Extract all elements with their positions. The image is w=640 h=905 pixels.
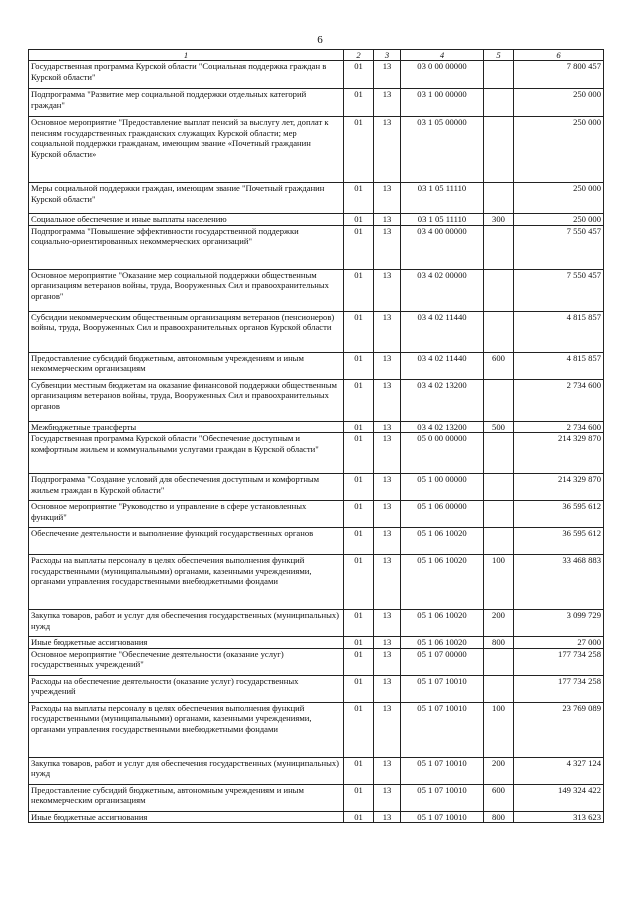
cell-c6: 250 000 [514,89,604,117]
cell-name: Закупка товаров, работ и услуг для обеспечения государственных (муниципальных) нужд [29,610,344,637]
cell-c3: 13 [374,214,401,226]
cell-c2: 01 [344,501,374,528]
table-row [29,501,604,528]
cell-c6: 214 329 870 [514,474,604,501]
cell-name: Субвенции местным бюджетам на оказание финансовой поддержки общественным организациям ветеранов войны, труда, Вооруженных Сил и правоохранительных органов [29,379,344,421]
cell-c5 [484,183,514,214]
cell-name: Обеспечение деятельности и выполнение функций государственных органов [29,528,344,555]
cell-name: Расходы на выплаты персоналу в целях обеспечения выполнения функций государственными (муниципальными) органами, казенными учреждениями, органами управления государственными внебюджетными фондами [29,555,344,610]
cell-c2: 01 [344,555,374,610]
cell-c5: 500 [484,421,514,433]
cell-c3: 13 [374,555,401,610]
cell-c5: 800 [484,637,514,649]
cell-c4: 05 1 07 10010 [401,675,484,702]
cell-name: Основное мероприятие "Предоставление выплат пенсий за выслугу лет, доплат к пенсиям государственных гражданских служащих Курской области; мер социальной поддержки гражданам, имеющим звание «Почетный гражданин Курской области» [29,117,344,183]
cell-c4: 05 1 06 10020 [401,528,484,555]
table-row [29,811,604,823]
cell-c3: 13 [374,610,401,637]
cell-c5 [484,433,514,474]
table-row [29,610,604,637]
table-row [29,784,604,811]
table-row [29,183,604,214]
cell-c6: 177 734 258 [514,675,604,702]
cell-name: Подпрограмма "Повышение эффективности государственной поддержки социально-ориентированных некоммерческих организаций" [29,225,344,269]
cell-c6: 2 734 600 [514,379,604,421]
cell-c4: 03 1 05 11110 [401,183,484,214]
cell-c2: 01 [344,89,374,117]
cell-c6: 36 595 612 [514,501,604,528]
cell-c6: 4 327 124 [514,757,604,784]
cell-c3: 13 [374,528,401,555]
cell-c4: 03 1 05 11110 [401,214,484,226]
budget-table [28,49,604,823]
cell-c2: 01 [344,225,374,269]
cell-c2: 01 [344,811,374,823]
cell-c4: 05 1 07 10010 [401,784,484,811]
header-col-2: 2 [344,50,374,61]
cell-c4: 03 4 02 13200 [401,421,484,433]
cell-c3: 13 [374,784,401,811]
table-row [29,379,604,421]
cell-c5 [484,117,514,183]
header-col-3: 3 [374,50,401,61]
header-row [29,50,604,61]
cell-c4: 05 1 00 00000 [401,474,484,501]
cell-name: Иные бюджетные ассигнования [29,637,344,649]
cell-c3: 13 [374,311,401,352]
cell-c4: 03 1 05 00000 [401,117,484,183]
cell-c3: 13 [374,675,401,702]
cell-c5: 300 [484,214,514,226]
cell-c6: 214 329 870 [514,433,604,474]
table-row [29,421,604,433]
cell-name: Предоставление субсидий бюджетным, автономным учреждениям и иным некоммерческим организациям [29,784,344,811]
cell-c3: 13 [374,61,401,89]
cell-c3: 13 [374,269,401,311]
header-col-4: 4 [401,50,484,61]
cell-c4: 03 4 02 11440 [401,311,484,352]
cell-name: Государственная программа Курской области "Социальная поддержка граждан в Курской области" [29,61,344,89]
table-row [29,61,604,89]
cell-c4: 05 0 00 00000 [401,433,484,474]
cell-c3: 13 [374,117,401,183]
cell-name: Основное мероприятие "Обеспечение деятельности (оказание услуг) государственных учреждений" [29,648,344,675]
table-row [29,675,604,702]
cell-c2: 01 [344,637,374,649]
cell-c5 [484,269,514,311]
cell-name: Социальное обеспечение и иные выплаты населению [29,214,344,226]
cell-c5: 100 [484,702,514,757]
cell-name: Государственная программа Курской области "Обеспечение доступным и комфортным жильем и коммунальными услугами граждан в Курской области" [29,433,344,474]
cell-c3: 13 [374,433,401,474]
cell-c5: 600 [484,352,514,379]
table-row [29,528,604,555]
cell-name: Подпрограмма "Развитие мер социальной поддержки отдельных категорий граждан" [29,89,344,117]
cell-name: Основное мероприятие "Оказание мер социальной поддержки общественным организациям ветеранов войны, труда, Вооруженных Сил и правоохранительных органов" [29,269,344,311]
cell-name: Расходы на выплаты персоналу в целях обеспечения выполнения функций государственными (муниципальными) органами, казенными учреждениями, органами управления государственными внебюджетными фондами [29,702,344,757]
cell-c3: 13 [374,702,401,757]
cell-c5 [484,89,514,117]
cell-c5 [484,648,514,675]
cell-c4: 03 0 00 00000 [401,61,484,89]
cell-c4: 05 1 06 10020 [401,610,484,637]
cell-c4: 03 4 00 00000 [401,225,484,269]
cell-c3: 13 [374,757,401,784]
cell-c6: 23 769 089 [514,702,604,757]
cell-c6: 3 099 729 [514,610,604,637]
cell-c3: 13 [374,183,401,214]
cell-c5: 600 [484,784,514,811]
cell-c3: 13 [374,89,401,117]
cell-c3: 13 [374,648,401,675]
cell-c2: 01 [344,648,374,675]
table-row [29,702,604,757]
cell-c5: 200 [484,757,514,784]
cell-c5 [484,61,514,89]
table-row [29,474,604,501]
cell-c4: 03 4 02 13200 [401,379,484,421]
cell-c3: 13 [374,501,401,528]
cell-c5 [484,474,514,501]
cell-c2: 01 [344,784,374,811]
header-col-6: 6 [514,50,604,61]
cell-c6: 250 000 [514,183,604,214]
cell-c2: 01 [344,352,374,379]
cell-c5: 200 [484,610,514,637]
page-number: 6 [317,34,323,46]
cell-c2: 01 [344,61,374,89]
cell-c4: 05 1 07 10010 [401,702,484,757]
cell-name: Подпрограмма "Создание условий для обеспечения доступным и комфортным жильем граждан в Курской области" [29,474,344,501]
cell-c4: 03 4 02 11440 [401,352,484,379]
cell-c3: 13 [374,352,401,379]
cell-c2: 01 [344,610,374,637]
table-row [29,637,604,649]
cell-c6: 33 468 883 [514,555,604,610]
cell-c5 [484,225,514,269]
cell-c4: 05 1 07 00000 [401,648,484,675]
cell-c2: 01 [344,379,374,421]
header-col-1: 1 [29,50,344,61]
cell-c6: 177 734 258 [514,648,604,675]
cell-name: Расходы на обеспечение деятельности (оказание услуг) государственных учреждений [29,675,344,702]
header-col-5: 5 [484,50,514,61]
table-row [29,214,604,226]
cell-c6: 36 595 612 [514,528,604,555]
cell-c4: 05 1 06 10020 [401,555,484,610]
cell-name: Меры социальной поддержки граждан, имеющим звание "Почетный гражданин Курской области" [29,183,344,214]
cell-c4: 05 1 07 10010 [401,757,484,784]
cell-name: Межбюджетные трансферты [29,421,344,433]
cell-c2: 01 [344,269,374,311]
table-row [29,225,604,269]
cell-c5 [484,379,514,421]
cell-name: Субсидии некоммерческим общественным организациям ветеранов (пенсионеров) войны, труда, Вооруженных Сил и правоохранительных органов Курской области [29,311,344,352]
cell-c2: 01 [344,474,374,501]
cell-c2: 01 [344,528,374,555]
table-row [29,757,604,784]
cell-c6: 27 000 [514,637,604,649]
table-row [29,89,604,117]
table-row [29,117,604,183]
cell-c4: 05 1 06 00000 [401,501,484,528]
cell-c2: 01 [344,311,374,352]
table-row [29,269,604,311]
table-body [29,61,604,823]
cell-c2: 01 [344,702,374,757]
cell-c2: 01 [344,214,374,226]
cell-c4: 05 1 07 10010 [401,811,484,823]
cell-c2: 01 [344,183,374,214]
cell-c5: 800 [484,811,514,823]
cell-c4: 03 4 02 00000 [401,269,484,311]
cell-c5 [484,528,514,555]
cell-c3: 13 [374,811,401,823]
cell-name: Закупка товаров, работ и услуг для обеспечения государственных (муниципальных) нужд [29,757,344,784]
table-row [29,311,604,352]
cell-c2: 01 [344,675,374,702]
cell-c3: 13 [374,474,401,501]
cell-name: Предоставление субсидий бюджетным, автономным учреждениям и иным некоммерческим организациям [29,352,344,379]
cell-name: Основное мероприятие "Руководство и управление в сфере установленных функций" [29,501,344,528]
cell-c6: 7 550 457 [514,225,604,269]
cell-c5 [484,675,514,702]
table-row [29,433,604,474]
cell-c5 [484,311,514,352]
cell-c2: 01 [344,421,374,433]
cell-c4: 05 1 06 10020 [401,637,484,649]
cell-c3: 13 [374,379,401,421]
cell-c4: 03 1 00 00000 [401,89,484,117]
cell-c3: 13 [374,637,401,649]
cell-c2: 01 [344,117,374,183]
cell-c6: 250 000 [514,214,604,226]
cell-c6: 4 815 857 [514,352,604,379]
table-row [29,352,604,379]
cell-c2: 01 [344,757,374,784]
cell-c5 [484,501,514,528]
cell-c6: 4 815 857 [514,311,604,352]
cell-c3: 13 [374,421,401,433]
table-row [29,648,604,675]
cell-c3: 13 [374,225,401,269]
table-row [29,555,604,610]
cell-c2: 01 [344,433,374,474]
cell-c6: 250 000 [514,117,604,183]
cell-c5: 100 [484,555,514,610]
cell-c6: 7 550 457 [514,269,604,311]
cell-c6: 313 623 [514,811,604,823]
cell-name: Иные бюджетные ассигнования [29,811,344,823]
cell-c6: 149 324 422 [514,784,604,811]
cell-c6: 7 800 457 [514,61,604,89]
cell-c6: 2 734 600 [514,421,604,433]
